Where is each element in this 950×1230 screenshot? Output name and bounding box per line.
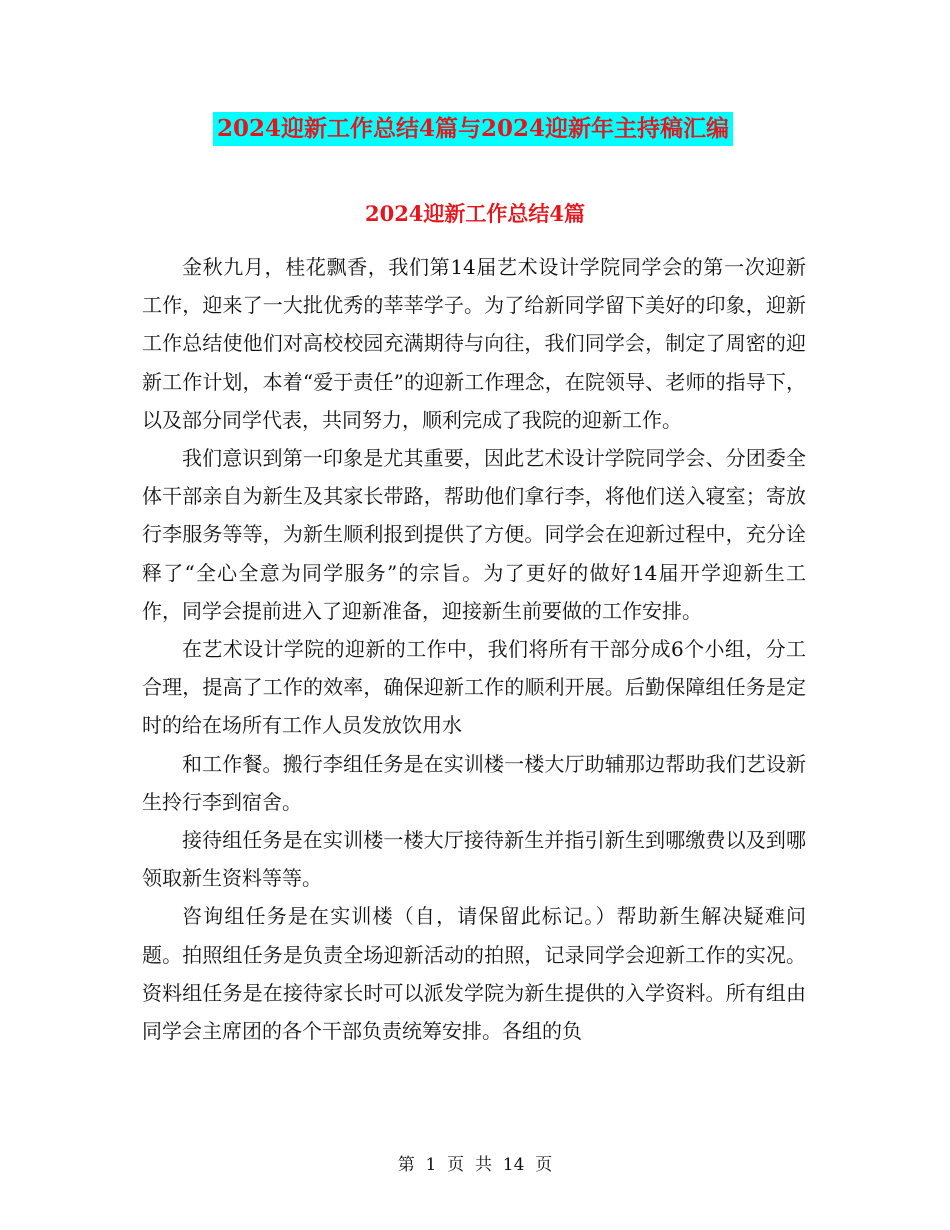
document-title: 2024迎新工作总结4篇与2024迎新年主持稿汇编 [213,112,733,146]
paragraph: 我们意识到第一印象是尤其重要，因此艺术设计学院同学会、分团委全体干部亲自为新生及其家长带路，帮助他们拿行李，将他们送入寝室；寄放行李服务等等，为新生顺利报到提供了方便。同学会在迎新过程中，充分诠释了“全心全意为同学服务”的宗旨。为了更好的做好14届开学迎新生工作，同学会提前进入了迎新准备，迎接新生前要做的工作安排。 [142,446,806,623]
paragraph: 在艺术设计学院的迎新的工作中，我们将所有干部分成6个小组，分工合理，提高了工作的效率，确保迎新工作的顺利开展。后勤保障组任务是定时的给在场所有工作人员发放饮用水 [142,637,806,738]
section-title: 2024迎新工作总结4篇 [364,201,586,226]
document-body [142,248,806,1050]
paragraph: 咨询组任务是在实训楼（自，请保留此标记。）帮助新生解决疑难问题。拍照组任务是负责全场迎新活动的拍照，记录同学会迎新工作的实况。资料组任务是在接待家长时可以派发学院为新生提供的入学资料。所有组由同学会主席团的各个干部负责统筹安排。各组的负 [142,904,806,1044]
paragraph: 金秋九月，桂花飘香，我们第14届艺术设计学院同学会的第一次迎新工作，迎来了一大批优秀的莘莘学子。为了给新同学留下美好的印象，迎新工作总结使他们对高校校园充满期待与向往，我们同学会，制定了周密的迎新工作计划，本着“爱于责任”的迎新工作理念，在院领导、老师的指导下，以及部分同学代表，共同努力，顺利完成了我院的迎新工作。 [142,255,806,432]
page-footer: 第 1 页 共 14 页 [397,1155,553,1175]
paragraph: 接待组任务是在实训楼一楼大厅接待新生并指引新生到哪缴费以及到哪领取新生资料等等。 [142,828,806,891]
paragraph: 和工作餐。搬行李组任务是在实训楼一楼大厅助辅那边帮助我们艺设新生拎行李到宿舍。 [142,751,806,814]
